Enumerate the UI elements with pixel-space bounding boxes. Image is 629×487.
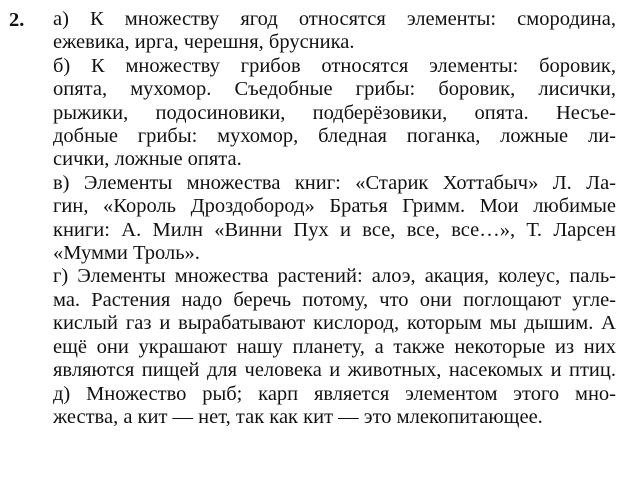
- text-line: «Мумми Троль».: [53, 242, 200, 265]
- text-line: добные грибы: мухомор, бледная поганка, ложные ли-: [53, 125, 616, 148]
- text-line: ещё они украшают нашу планету, а также некоторые из них: [53, 335, 616, 358]
- text-line: являются пищей для человека и животных, насекомых и птиц.: [53, 359, 616, 382]
- answer-text: [53, 8, 616, 429]
- text-line: рыжики, подосиновики, подберёзовики, опята. Несъе-: [53, 101, 616, 124]
- text-line: книги: А. Милн «Винни Пух и все, все, все…», Т. Ларсен: [53, 218, 616, 241]
- text-line: кислый газ и вырабатывают кислород, которым мы дышим. А: [53, 312, 616, 335]
- text-line: б) К множеству грибов относятся элементы: боровик,: [53, 54, 616, 77]
- text-line: жества, а кит — нет, так как кит — это млекопитающее.: [53, 405, 543, 428]
- problem-number: 2.: [9, 9, 25, 31]
- text-line: ма. Растения надо беречь потому, что они поглощают угле-: [53, 288, 616, 311]
- text-line: г) Элементы множества растений: алоэ, акация, колеус, паль-: [53, 265, 616, 288]
- text-line: д) Множество рыб; карп является элементом этого мно-: [53, 382, 616, 405]
- text-line: а) К множеству ягод относятся элементы: смородина,: [53, 8, 616, 30]
- text-line: сички, ложные опята.: [53, 148, 242, 171]
- text-line: гин, «Король Дроздобород» Братья Гримм. Мои любимые: [53, 195, 616, 218]
- text-line: ежевика, ирга, черешня, брусника.: [53, 31, 355, 54]
- text-line: опята, мухомор. Съедобные грибы: боровик, лисички,: [53, 78, 616, 101]
- text-line: в) Элементы множества книг: «Старик Хоттабыч» Л. Ла-: [53, 171, 616, 194]
